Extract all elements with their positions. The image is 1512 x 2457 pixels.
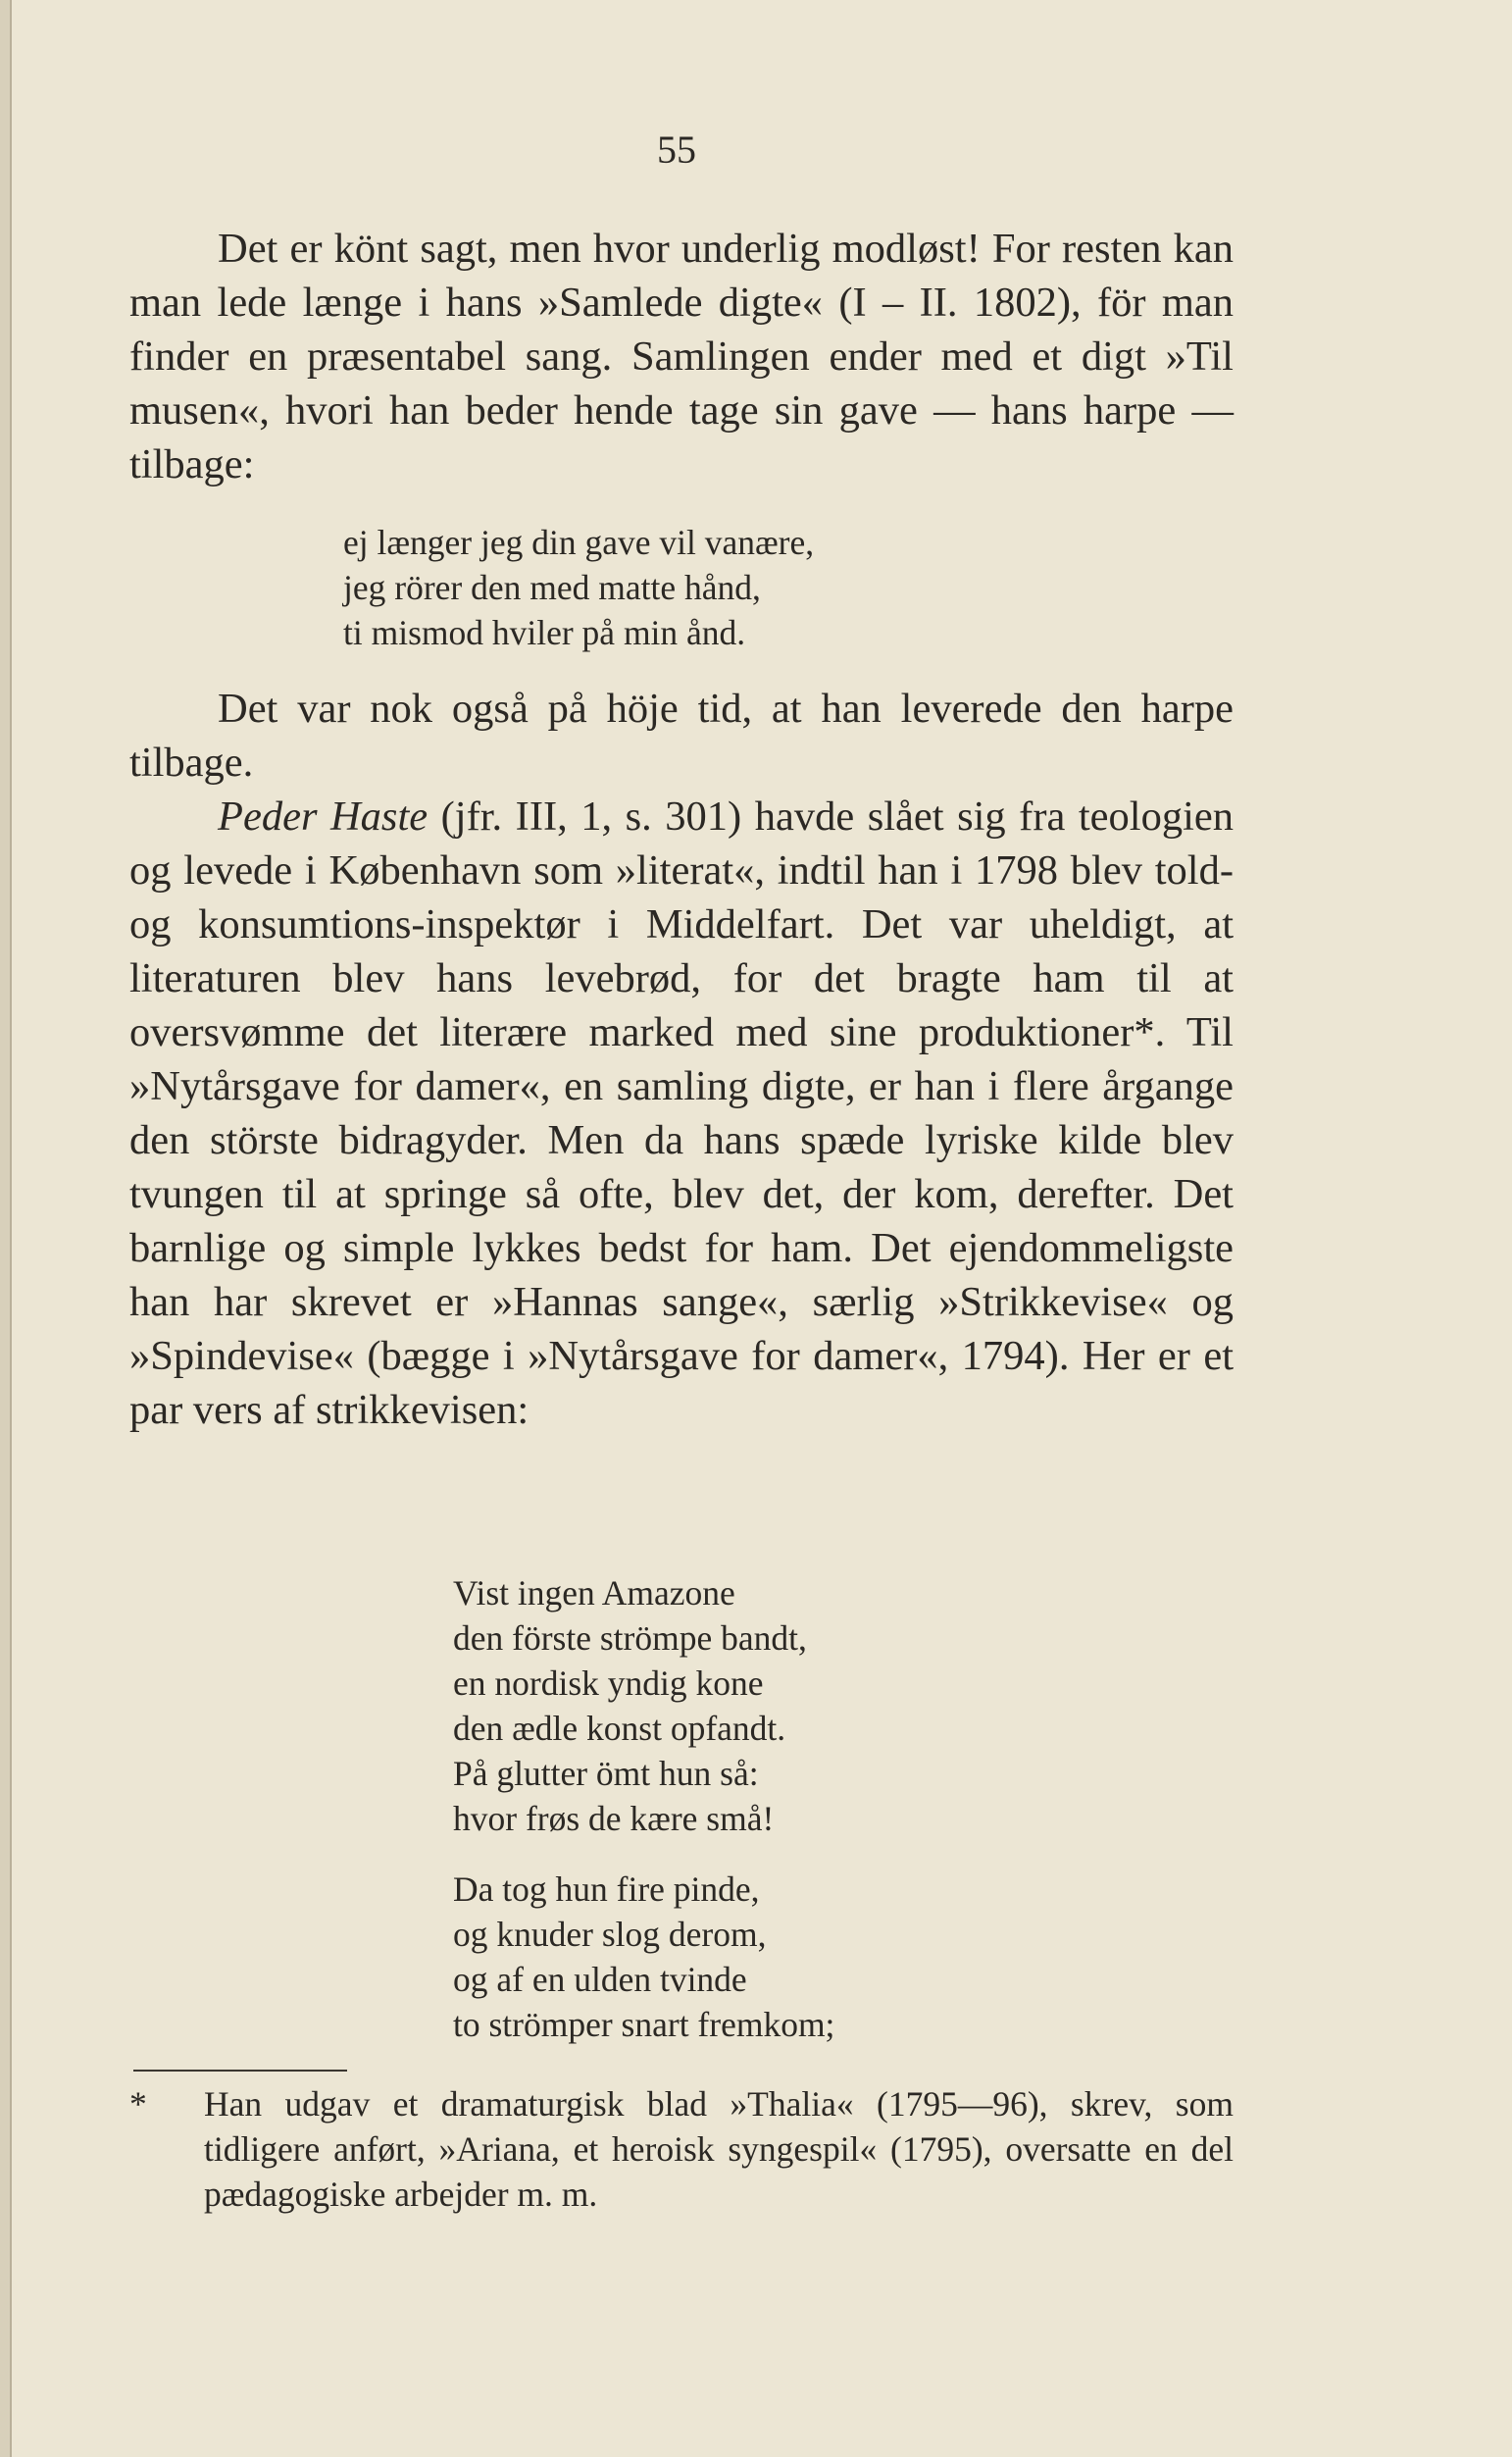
- verse-line: På glutter ömt hun så:: [453, 1754, 759, 1793]
- paragraph-text: (jfr. III, 1, s. 301) havde slået sig fra teologien og levede i København som »literat«, indtil han i 1798 blev told- og konsumtions-inspektør i Middelfart. Det var uheldigt, at literaturen blev hans levebrød, for det bragte ham til at oversvømme det literære marked med sine produktioner*. Til »Nytårsgave for damer«, en samling digte, er han i flere årgange den störste bidragyder. Men da hans spæde lyriske kilde blev tvungen til at springe så ofte, blev det, der kom, derefter. Det barnlige og simple lykkes bedst for ham. Det ejendommeligste han har skrevet er »Hannas sange«, særlig »Strikkevise« og »Spindevise« (bægge i »Nytårsgave for damer«, 1794). Her er et par vers af strikkevisen:: [129, 793, 1234, 1433]
- verse-line: Da tog hun fire pinde,: [453, 1869, 760, 1909]
- page-number: 55: [657, 128, 696, 172]
- verse-line: og knuder slog derom,: [453, 1915, 767, 1954]
- paragraph-text: Det er könt sagt, men hvor underlig modløst! For resten kan man lede længe i hans »Samlede digte« (I – II. 1802), för man finder en præsentabel sang. Samlingen ender med et digt »Til musen«, hvori han beder hende tage sin gave — hans harpe — tilbage:: [129, 226, 1234, 487]
- verse-quote-til-musen: [343, 520, 814, 655]
- paragraph-harpe: Det var nok også på höje tid, at han leverede den harpe tilbage.: [129, 686, 1234, 786]
- footnote: [129, 2081, 1234, 2217]
- verse-line: ej længer jeg din gave vil vanære,: [343, 523, 815, 562]
- paragraph-body: [129, 682, 1234, 1437]
- verse-line: to strömper snart fremkom;: [453, 2005, 835, 2044]
- verse-line: ti mismod hviler på min ånd.: [343, 613, 746, 652]
- paragraph-intro: [129, 222, 1234, 491]
- footnote-text: Han udgav et dramaturgisk blad »Thalia« (1795—96), skrev, som tidligere anført, »Ariana, et heroisk syngespil« (1795), oversatte en del pædagogiske arbejder m. m.: [204, 2084, 1234, 2214]
- verse-line: Vist ingen Amazone: [453, 1573, 735, 1612]
- verse-line: den ædle konst opfandt.: [453, 1709, 786, 1748]
- page-binding-edge: [0, 0, 12, 2457]
- person-name: Peder Haste: [218, 793, 428, 840]
- verse-line: jeg rörer den med matte hånd,: [343, 568, 761, 607]
- verse-strikkevise-stanza-2: [453, 1867, 834, 2047]
- paragraph-peder-haste: [129, 790, 1234, 1437]
- verse-line: den förste strömpe bandt,: [453, 1618, 807, 1658]
- verse-line: en nordisk yndig kone: [453, 1664, 764, 1703]
- verse-line: hvor frøs de kære små!: [453, 1799, 775, 1838]
- verse-line: og af en ulden tvinde: [453, 1960, 747, 1999]
- footnote-divider: [133, 2070, 347, 2072]
- verse-strikkevise-stanza-1: [453, 1570, 807, 1841]
- footnote-mark: *: [129, 2084, 147, 2124]
